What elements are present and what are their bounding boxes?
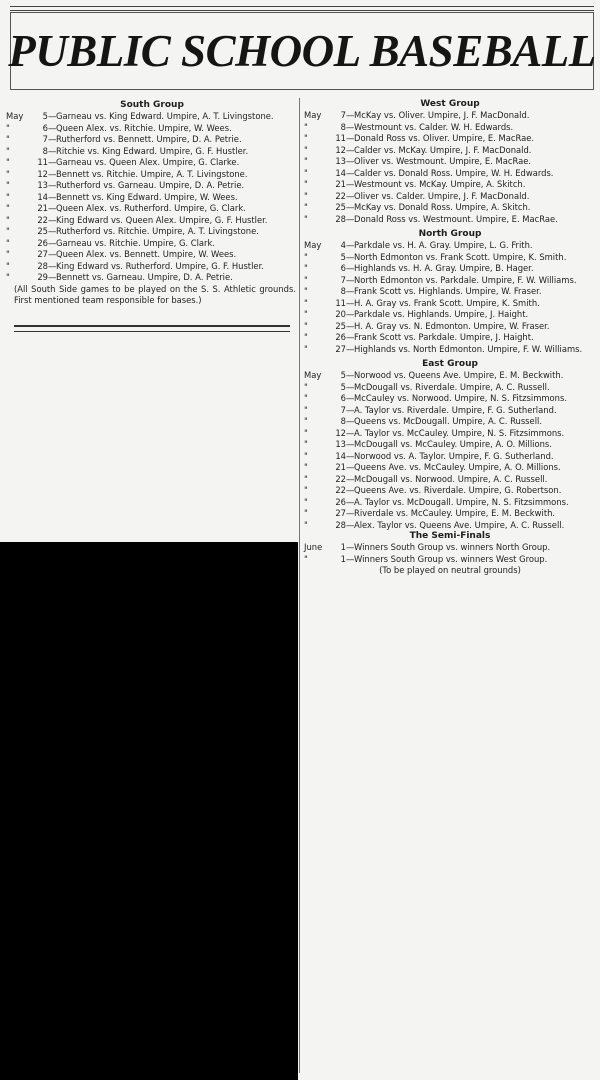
entry-day: 25 [335, 320, 346, 331]
entry-month: " [304, 439, 308, 449]
entry-text: McKay vs. Oliver. Umpire, J. F. MacDonald. [354, 110, 530, 120]
entry-text: Oliver vs. Calder. Umpire, J. F. MacDonald. [354, 190, 530, 201]
schedule-entry [304, 298, 596, 310]
entry-text: King Edward vs. Queen Alex. Umpire, G. F. Hustler. [56, 214, 268, 225]
end-rule [14, 325, 290, 332]
schedule-entry [304, 156, 596, 168]
entry-day: 1 [340, 553, 346, 564]
entry-month: " [304, 286, 308, 296]
entry-text: Winners South Group vs. winners West Group. [354, 553, 548, 564]
entry-text: Frank Scott vs. Parkdale. Umpire, J. Haight. [354, 332, 534, 342]
entry-month: " [304, 332, 308, 342]
schedule-entry [304, 110, 596, 122]
west-group-list [304, 110, 596, 225]
entry-dash: — [346, 202, 355, 212]
entry-month: " [304, 485, 308, 495]
entry-day: 21 [335, 462, 346, 472]
entry-dash: — [346, 309, 355, 319]
entry-month: " [6, 260, 10, 271]
schedule-entry [304, 145, 596, 157]
entry-text: Highlands vs. North Edmonton. Umpire, F. W. Williams. [354, 343, 583, 354]
south-group-title: South Group [120, 100, 184, 110]
entry-text: Donald Ross vs. Oliver. Umpire, E. MacRae. [354, 133, 535, 143]
entry-day: 7 [340, 110, 346, 120]
entry-text: Norwood vs. Queens Ave. Umpire, E. M. Beckwith. [354, 370, 564, 380]
entry-text: A. Taylor vs. McDougall. Umpire, N. S. Fitzsimmons. [354, 496, 569, 507]
entry-dash: — [346, 519, 355, 530]
entry-text: Calder vs. McKay. Umpire, J. F. MacDonald. [354, 144, 532, 155]
entry-dash: — [346, 190, 355, 201]
entry-day: 8 [42, 145, 48, 156]
entry-day: 22 [335, 473, 346, 484]
entry-dash: — [346, 496, 355, 507]
entry-text: Bennett vs. Ritchie. Umpire, A. T. Livingstone. [56, 168, 248, 179]
entry-dash: — [346, 213, 355, 224]
entry-month: " [304, 144, 308, 155]
entry-day: 11 [335, 297, 346, 308]
left-column [6, 100, 298, 332]
entry-dash: — [346, 274, 355, 285]
entry-text: Ritchie vs. King Edward. Umpire, G. F. Hustler. [56, 145, 249, 156]
entry-text: Rutherford vs. Ritchie. Umpire, A. T. Livingstone. [56, 226, 259, 236]
entry-month: " [304, 508, 308, 518]
entry-dash: — [346, 370, 355, 380]
entry-text: Queens Ave. vs. Riverdale. Umpire, G. Robertson. [354, 485, 562, 495]
entry-dash: — [346, 542, 355, 552]
entry-dash: — [346, 332, 355, 342]
entry-day: 26 [335, 332, 346, 342]
schedule-entry [304, 485, 596, 497]
entry-dash: — [346, 179, 355, 189]
entry-month: " [304, 393, 308, 403]
entry-text: Bennett vs. King Edward. Umpire, W. Wees. [56, 191, 238, 202]
schedule-entry [304, 214, 596, 226]
entry-text: Garneau vs. King Edward. Umpire, A. T. Livingstone. [56, 111, 274, 121]
semi-finals-list [304, 542, 596, 565]
entry-text: Parkdale vs. Highlands. Umpire, J. Haight. [354, 309, 529, 319]
right-column [304, 99, 596, 577]
south-group-note: (All South Side games to be played on the S. S. Athletic grounds. First mentioned team responsible for bases.) [14, 283, 296, 305]
semi-finals-note: (To be played on neutral grounds) [379, 565, 521, 575]
entry-month: " [6, 226, 10, 236]
entry-day: 5 [42, 111, 48, 121]
entry-day: 28 [335, 213, 346, 224]
schedule-entry [304, 451, 596, 463]
schedule-entry [304, 263, 596, 275]
entry-day: 6 [340, 263, 346, 273]
entry-text: Winners South Group vs. winners North Group. [354, 542, 551, 552]
entry-month: " [6, 157, 10, 167]
top-rule [10, 6, 594, 11]
west-group-title: West Group [420, 99, 480, 109]
entry-day: 8 [340, 416, 346, 426]
entry-text: Highlands vs. H. A. Gray. Umpire, B. Hager. [354, 263, 534, 273]
schedule-entry [6, 169, 298, 181]
entry-dash: — [48, 226, 57, 236]
entry-text: Westmount vs. McKay. Umpire, A. Skitch. [354, 179, 526, 189]
entry-text: Garneau vs. Queen Alex. Umpire, G. Clarke. [56, 157, 240, 167]
entry-dash: — [346, 473, 355, 484]
entry-text: King Edward vs. Rutherford. Umpire, G. F. Hustler. [56, 260, 264, 271]
schedule-entry [6, 192, 298, 204]
semi-finals-title: The Semi-Finals [409, 531, 491, 541]
entry-dash: — [48, 180, 57, 190]
entry-dash: — [346, 110, 355, 120]
entry-dash: — [346, 553, 355, 564]
entry-month: May [304, 240, 322, 250]
entry-month: " [304, 519, 308, 530]
entry-month: " [6, 168, 10, 179]
entry-day: 13 [37, 180, 48, 190]
entry-dash: — [346, 427, 355, 438]
entry-day: 20 [335, 309, 346, 319]
entry-day: 22 [335, 485, 346, 495]
entry-month: " [6, 214, 10, 225]
entry-day: 27 [37, 249, 48, 259]
schedule-entry [304, 497, 596, 509]
entry-text: Rutherford vs. Bennett. Umpire, D. A. Petrie. [56, 134, 242, 144]
schedule-entry [304, 309, 596, 321]
schedule-entry [304, 168, 596, 180]
entry-text: H. A. Gray vs. Frank Scott. Umpire, K. Smith. [354, 297, 540, 308]
entry-month: " [304, 190, 308, 201]
entry-month: " [6, 180, 10, 190]
entry-day: 12 [335, 427, 346, 438]
entry-month: " [304, 213, 308, 224]
entry-text: Bennett vs. Garneau. Umpire, D. A. Petrie. [56, 272, 233, 282]
entry-month: " [304, 274, 308, 285]
entry-dash: — [48, 272, 57, 282]
entry-month: " [6, 203, 10, 213]
entry-dash: — [346, 462, 355, 472]
entry-day: 13 [335, 156, 346, 166]
entry-month: " [304, 121, 308, 132]
entry-text: Frank Scott vs. Highlands. Umpire, W. Fraser. [354, 286, 542, 296]
entry-day: 14 [335, 450, 346, 461]
entry-dash: — [346, 450, 355, 461]
entry-dash: — [48, 237, 57, 248]
entry-month: " [304, 462, 308, 472]
schedule-entry [304, 202, 596, 214]
entry-day: 22 [37, 214, 48, 225]
schedule-entry [304, 382, 596, 394]
entry-dash: — [48, 249, 57, 259]
entry-dash: — [346, 286, 355, 296]
east-group-title: East Group [422, 359, 478, 369]
entry-text: H. A. Gray vs. N. Edmonton. Umpire, W. Fraser. [354, 320, 550, 331]
entry-dash: — [346, 156, 355, 166]
entry-text: North Edmonton vs. Parkdale. Umpire, F. W. Williams. [354, 274, 577, 285]
entry-day: 8 [340, 286, 346, 296]
entry-dash: — [48, 214, 57, 225]
entry-day: 25 [335, 202, 346, 212]
entry-day: 7 [340, 274, 346, 285]
entry-dash: — [48, 168, 57, 179]
entry-month: " [304, 179, 308, 189]
entry-month: " [6, 272, 10, 282]
entry-day: 26 [37, 237, 48, 248]
entry-month: May [304, 370, 322, 380]
entry-month: May [304, 110, 322, 120]
entry-day: 22 [335, 190, 346, 201]
entry-dash: — [48, 191, 57, 202]
entry-month: " [304, 167, 308, 178]
entry-month: " [6, 249, 10, 259]
entry-text: Garneau vs. Ritchie. Umpire, G. Clark. [56, 237, 216, 248]
entry-month: " [304, 427, 308, 438]
entry-dash: — [346, 251, 355, 262]
entry-day: 21 [37, 203, 48, 213]
entry-month: " [304, 381, 308, 392]
south-group-list [6, 111, 298, 284]
entry-month: " [6, 237, 10, 248]
entry-month: May [6, 111, 24, 121]
schedule-entry [304, 332, 596, 344]
entry-day: 1 [340, 542, 346, 552]
schedule-entry [304, 286, 596, 298]
entry-text: Calder vs. Donald Ross. Umpire, W. H. Edwards. [354, 167, 554, 178]
redacted-black-area [0, 542, 298, 1080]
entry-text: Queen Alex. vs. Bennett. Umpire, W. Wees. [56, 249, 237, 259]
entry-month: " [6, 122, 10, 133]
schedule-entry [6, 215, 298, 227]
schedule-entry [304, 252, 596, 264]
entry-day: 12 [37, 168, 48, 179]
entry-text: A. Taylor vs. McCauley. Umpire, N. S. Fitzsimmons. [354, 427, 565, 438]
entry-dash: — [346, 343, 355, 354]
entry-text: A. Taylor vs. Riverdale. Umpire, F. G. Sutherland. [354, 404, 557, 415]
entry-month: " [304, 297, 308, 308]
entry-text: Norwood vs. A. Taylor. Umpire, F. G. Sutherland. [354, 450, 554, 461]
north-group-title: North Group [418, 229, 482, 239]
entry-day: 29 [37, 272, 48, 282]
entry-day: 7 [42, 134, 48, 144]
east-group-list [304, 370, 596, 531]
schedule-entry [304, 240, 596, 252]
entry-text: Westmount vs. Calder. W. H. Edwards. [354, 121, 514, 132]
schedule-entry [6, 146, 298, 158]
entry-month: " [304, 416, 308, 426]
entry-day: 27 [335, 508, 346, 518]
entry-month: " [304, 473, 308, 484]
page-title: PUBLIC SCHOOL BASEBALL [8, 26, 596, 76]
entry-dash: — [346, 263, 355, 273]
entry-dash: — [346, 167, 355, 178]
entry-month: June [304, 542, 323, 552]
entry-text: Riverdale vs. McCauley. Umpire, E. M. Beckwith. [354, 508, 556, 518]
entry-text: Queen Alex. vs. Rutherford. Umpire, G. Clark. [56, 203, 246, 213]
entry-day: 26 [335, 496, 346, 507]
entry-dash: — [346, 485, 355, 495]
schedule-entry [304, 344, 596, 356]
entry-month: " [304, 343, 308, 354]
north-group-list [304, 240, 596, 355]
schedule-entry [304, 122, 596, 134]
entry-dash: — [48, 203, 57, 213]
entry-day: 12 [335, 144, 346, 155]
entry-month: " [304, 320, 308, 331]
entry-month: " [304, 309, 308, 319]
entry-text: Donald Ross vs. Westmount. Umpire, E. MacRae. [354, 213, 558, 224]
entry-day: 6 [340, 393, 346, 403]
schedule-entry [6, 261, 298, 273]
entry-text: Rutherford vs. Garneau. Umpire, D. A. Petrie. [56, 180, 245, 190]
entry-dash: — [48, 260, 57, 271]
entry-month: " [304, 202, 308, 212]
entry-month: " [304, 553, 308, 564]
schedule-entry [6, 134, 298, 146]
headline-box [10, 12, 594, 90]
schedule-entry [304, 275, 596, 287]
entry-text: Alex. Taylor vs. Queens Ave. Umpire, A. C. Russell. [354, 519, 565, 530]
schedule-entry [6, 226, 298, 238]
schedule-entry [6, 238, 298, 250]
entry-month: " [304, 404, 308, 415]
schedule-entry [304, 370, 596, 382]
entry-text: Queens Ave. vs. McCauley. Umpire, A. O. Millions. [354, 462, 561, 472]
entry-dash: — [346, 133, 355, 143]
entry-dash: — [48, 145, 57, 156]
entry-dash: — [346, 297, 355, 308]
entry-month: " [6, 134, 10, 144]
entry-dash: — [48, 122, 57, 133]
entry-month: " [6, 145, 10, 156]
schedule-entry [304, 520, 596, 532]
entry-day: 28 [37, 260, 48, 271]
entry-dash: — [346, 393, 355, 403]
entry-dash: — [346, 508, 355, 518]
entry-dash: — [346, 144, 355, 155]
entry-text: McCauley vs. Norwood. Umpire, N. S. Fitzsimmons. [354, 393, 568, 403]
schedule-entry [304, 179, 596, 191]
entry-day: 5 [340, 370, 346, 380]
column-divider [299, 98, 300, 1073]
entry-dash: — [346, 320, 355, 331]
schedule-entry [304, 321, 596, 333]
schedule-entry [304, 439, 596, 451]
entry-day: 11 [335, 133, 346, 143]
schedule-entry [6, 203, 298, 215]
entry-month: " [304, 263, 308, 273]
schedule-entry [304, 554, 596, 566]
entry-day: 5 [340, 381, 346, 392]
entry-day: 25 [37, 226, 48, 236]
schedule-entry [304, 542, 596, 554]
entry-text: Queens vs. McDougall. Umpire, A. C. Russell. [354, 416, 543, 426]
schedule-entry [304, 428, 596, 440]
entry-month: " [304, 496, 308, 507]
entry-dash: — [346, 416, 355, 426]
entry-text: North Edmonton vs. Frank Scott. Umpire, K. Smith. [354, 251, 567, 262]
entry-dash: — [48, 111, 57, 121]
entry-dash: — [346, 240, 355, 250]
schedule-entry [6, 180, 298, 192]
entry-day: 21 [335, 179, 346, 189]
schedule-entry [304, 416, 596, 428]
entry-day: 4 [340, 240, 346, 250]
schedule-entry [6, 123, 298, 135]
entry-day: 8 [340, 121, 346, 132]
entry-text: McDougall vs. McCauley. Umpire, A. O. Millions. [354, 439, 552, 449]
schedule-entry [304, 405, 596, 417]
schedule-entry [304, 393, 596, 405]
entry-month: " [304, 251, 308, 262]
schedule-entry [304, 508, 596, 520]
entry-dash: — [346, 381, 355, 392]
entry-month: " [304, 156, 308, 166]
entry-dash: — [48, 134, 57, 144]
entry-text: McKay vs. Donald Ross. Umpire, A. Skitch. [354, 202, 531, 212]
entry-day: 7 [340, 404, 346, 415]
entry-text: Parkdale vs. H. A. Gray. Umpire, L. G. Frith. [354, 240, 533, 250]
entry-dash: — [346, 439, 355, 449]
entry-day: 14 [37, 191, 48, 202]
entry-text: McDougall vs. Riverdale. Umpire, A. C. Russell. [354, 381, 550, 392]
entry-dash: — [346, 404, 355, 415]
entry-month: " [6, 191, 10, 202]
entry-day: 27 [335, 343, 346, 354]
entry-dash: — [48, 157, 57, 167]
schedule-entry [6, 249, 298, 261]
entry-day: 13 [335, 439, 346, 449]
entry-day: 6 [42, 122, 48, 133]
schedule-entry [6, 272, 298, 284]
schedule-entry [304, 133, 596, 145]
entry-day: 28 [335, 519, 346, 530]
entry-text: Oliver vs. Westmount. Umpire, E. MacRae. [354, 156, 532, 166]
schedule-entry [6, 111, 298, 123]
entry-month: " [304, 133, 308, 143]
entry-month: " [304, 450, 308, 461]
schedule-entry [304, 191, 596, 203]
schedule-entry [304, 474, 596, 486]
schedule-entry [6, 157, 298, 169]
entry-day: 5 [340, 251, 346, 262]
entry-dash: — [346, 121, 355, 132]
schedule-entry [304, 462, 596, 474]
entry-day: 11 [37, 157, 48, 167]
entry-text: Queen Alex. vs. Ritchie. Umpire, W. Wees. [56, 122, 232, 133]
entry-day: 14 [335, 167, 346, 178]
entry-text: McDougall vs. Norwood. Umpire, A. C. Russell. [354, 473, 548, 484]
